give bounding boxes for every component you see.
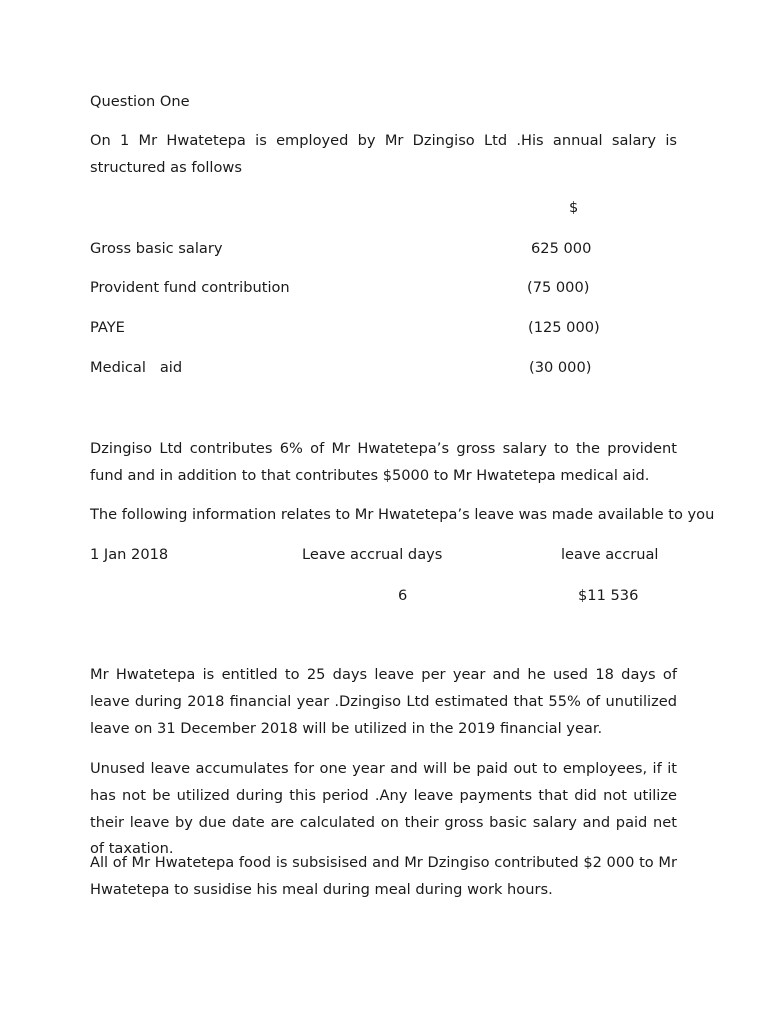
unused-leave-paragraph: Unused leave accumulates for one year and will be paid out to employees, if it has not be utilized during this period .Any leave payments that did not utilize their leave by due date are calculated on their gross basic salary and paid net of taxation. <box>90 760 677 858</box>
salary-row-amount: (30 000) <box>529 359 592 376</box>
question-title: Question One <box>90 93 190 110</box>
leave-table-header: 1 Jan 2018 <box>90 546 169 563</box>
salary-row-amount: 625 000 <box>531 240 592 257</box>
salary-row-label: Provident fund contribution <box>90 279 290 296</box>
salary-row-label: PAYE <box>90 319 125 336</box>
salary-row-amount: (75 000) <box>527 279 590 296</box>
leave-accrual-days-value: 6 <box>398 587 408 604</box>
food-paragraph: All of Mr Hwatetepa food is subsisised and Mr Dzingiso contributed $2 000 to Mr Hwatetepa to susidise his meal during meal during work hours. <box>90 854 677 898</box>
leave-table-header: leave accrual <box>561 546 659 563</box>
salary-row-label: Medical aid <box>90 359 183 376</box>
salary-row-amount: (125 000) <box>528 319 600 336</box>
contribution-paragraph: Dzingiso Ltd contributes 6% of Mr Hwatetepa’s gross salary to the provident fund and in addition to that contributes $5000 to Mr Hwatetepa medical aid. <box>90 440 677 484</box>
salary-row-label: Gross basic salary <box>90 240 223 257</box>
leave-accrual-value: $11 536 <box>578 587 639 604</box>
currency-header: $ <box>569 199 579 216</box>
entitlement-paragraph: Mr Hwatetepa is entitled to 25 days leave per year and he used 18 days of leave during 2018 financial year .Dzingiso Ltd estimated that 55% of unutilized leave on 31 December 2018 will be utilized in the 2019 financial year. <box>90 666 677 737</box>
intro-paragraph: On 1 Mr Hwatetepa is employed by Mr Dzingiso Ltd .His annual salary is structured as follows <box>90 132 677 176</box>
leave-table-header: Leave accrual days <box>302 546 443 563</box>
leave-intro: The following information relates to Mr Hwatetepa’s leave was made available to you <box>90 506 715 523</box>
